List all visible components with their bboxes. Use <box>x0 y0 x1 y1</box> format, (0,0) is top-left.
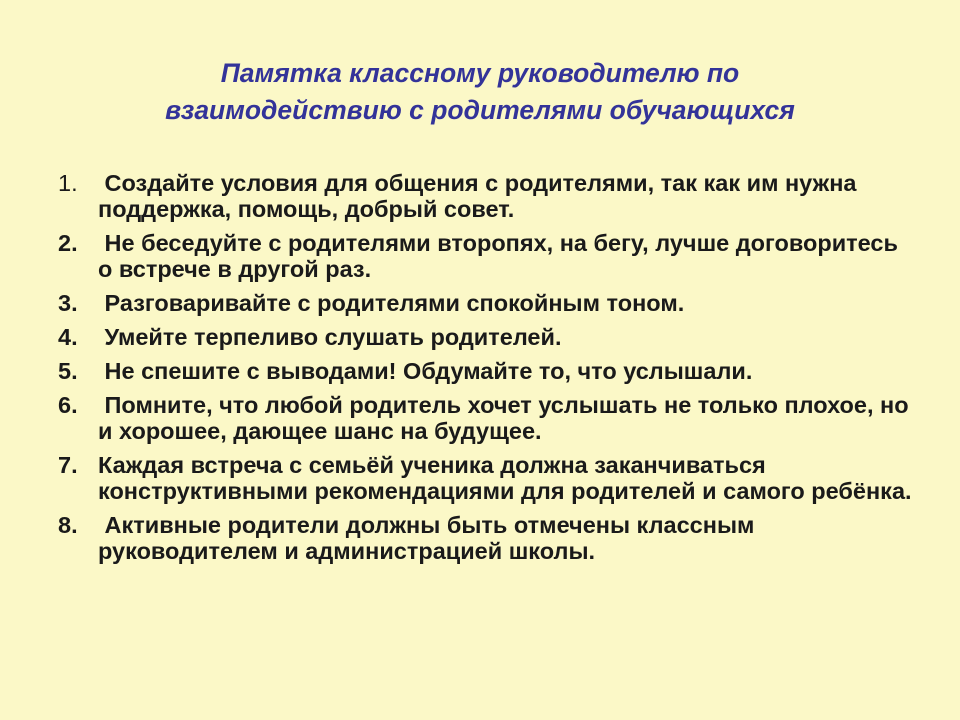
item-number: 8. <box>58 512 78 538</box>
list-item <box>58 324 918 350</box>
item-text: Умейте терпеливо слушать родителей. <box>98 324 562 350</box>
item-number: 7. <box>58 452 78 478</box>
item-text: Помните, что любой родитель хочет услышать не только плохое, но и хорошее, дающее шанс на будущее. <box>98 392 909 444</box>
title-line-2: взаимодействию с родителями обучающихся <box>165 95 795 125</box>
item-number: 4. <box>58 324 78 350</box>
list-item <box>58 170 918 222</box>
item-text: Каждая встреча с семьёй ученика должна заканчиваться конструктивными рекомендациями для родителей и самого ребёнка. <box>98 452 912 504</box>
list-item <box>58 230 918 282</box>
item-text: Не спешите с выводами! Обдумайте то, что услышали. <box>98 358 753 384</box>
item-number: 2. <box>58 230 78 256</box>
item-text: Активные родители должны быть отмечены классным руководителем и администрацией школы. <box>98 512 755 564</box>
item-text: Создайте условия для общения с родителями, так как им нужна поддержка, помощь, добрый совет. <box>98 170 857 222</box>
item-number: 6. <box>58 392 78 418</box>
list-item <box>58 512 918 564</box>
item-text: Не беседуйте с родителями второпях, на бегу, лучше договоритесь о встрече в другой раз. <box>98 230 898 282</box>
list-item <box>58 452 918 504</box>
list-item <box>58 290 918 316</box>
item-number: 1. <box>58 170 78 196</box>
slide-title <box>60 55 900 129</box>
item-text: Разговаривайте с родителями спокойным тоном. <box>98 290 685 316</box>
title-line-1: Памятка классному руководителю по <box>220 58 740 88</box>
memo-list <box>58 170 918 572</box>
item-number: 5. <box>58 358 78 384</box>
item-number: 3. <box>58 290 78 316</box>
list-item <box>58 392 918 444</box>
list-item <box>58 358 918 384</box>
